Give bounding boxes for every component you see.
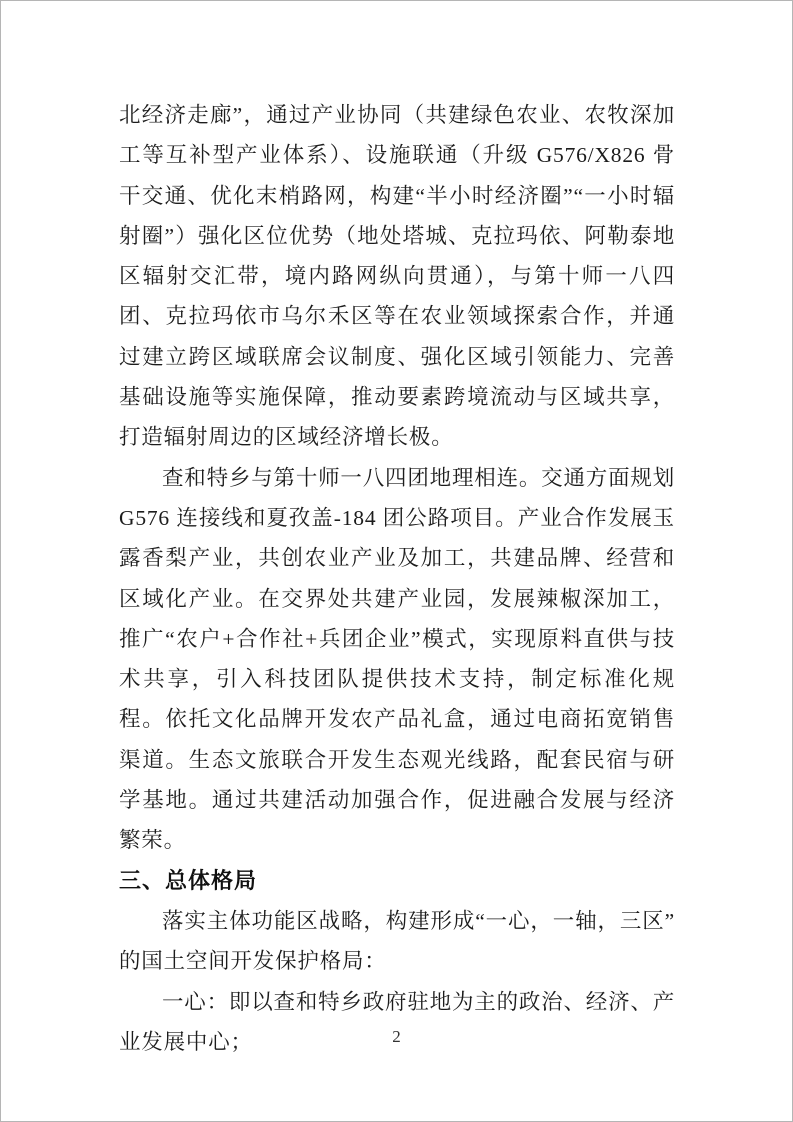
section-heading-overall-pattern: 三、总体格局 xyxy=(119,867,258,893)
page-number: 2 xyxy=(392,1027,401,1046)
document-content xyxy=(119,95,675,1062)
paragraph-cooperation: 查和特乡与第十师一八四团地理相连。交通方面规划 G576 连接线和夏孜盖-184 团公路项目。产业合作发展玉露香梨产业，共创农业产业及加工，共建品牌、经营和区域化产业。在交界处共建产业园，发展辣椒深加工，推广“农户+合作社+兵团企业”模式，实现原料直供与技术共享，引入科技团队提供技术支持，制定标准化规程。依托文化品牌开发农产品礼盒，通过电商拓宽销售渠道。生态文旅联合开发生态观光线路，配套民宿与研学基地。通过共建活动加强合作，促进融合发展与经济繁荣。 xyxy=(119,465,675,853)
paragraph-continuation: 北经济走廊”，通过产业协同（共建绿色农业、农牧深加工等互补型产业体系）、设施联通（升级 G576/X826 骨干交通、优化末梢路网，构建“半小时经济圈”“一小时辐射圈”）强化区位优势（地处塔城、克拉玛依、阿勒泰地区辐射交汇带，境内路网纵向贯通），与第十师一八四团、克拉玛依市乌尔禾区等在农业领域探索合作，并通过建立跨区域联席会议制度、强化区域引领能力、完善基础设施等实施保障，推动要素跨境流动与区域共享，打造辐射周边的区域经济增长极。 xyxy=(119,103,675,450)
paragraph-one-center: 一心：即以查和特乡政府驻地为主的政治、经济、产业发展中心； xyxy=(119,989,675,1054)
paragraph-spatial-pattern: 落实主体功能区战略，构建形成“一心，一轴，三区”的国土空间开发保护格局： xyxy=(119,908,675,974)
